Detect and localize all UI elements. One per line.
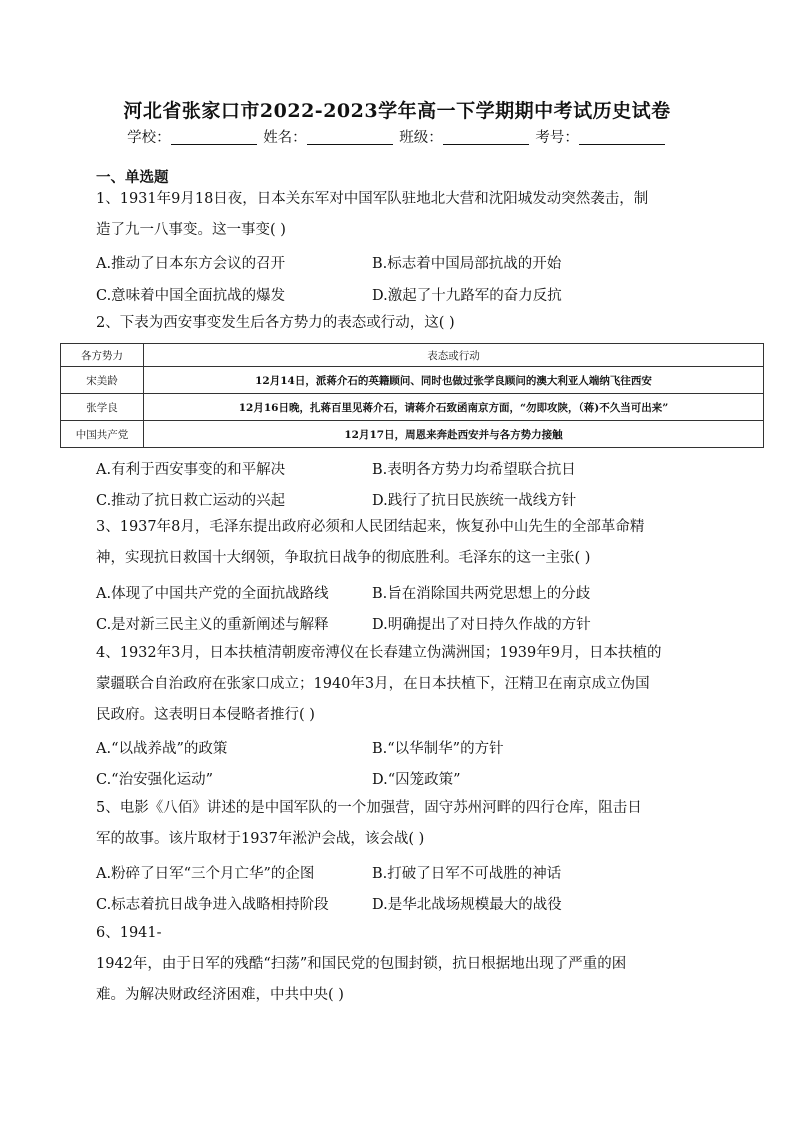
option-b[interactable]: B.打破了日军不可战胜的神话 (372, 866, 562, 882)
school-label: 学校： (127, 130, 171, 146)
exam-number-label: 考号： (535, 130, 579, 146)
school-blank[interactable] (171, 130, 257, 145)
exam-number-blank[interactable] (579, 130, 665, 145)
option-d[interactable]: D.激起了十九路军的奋力反抗 (372, 288, 562, 304)
option-b[interactable]: B.表明各方势力均希望联合抗日 (372, 462, 576, 478)
question-line: 1942年，由于日军的残酷“扫荡”和国民党的包围封锁，抗日根据地出现了严重的困 (96, 956, 627, 972)
table-row (61, 421, 764, 448)
question-3-stem (96, 512, 700, 574)
question-line: 1、1931年9月18日夜，日本关东军对中国军队驻地北大营和沈阳城发动突然袭击，制 (96, 191, 649, 207)
table-cell-action: 12月16日晚，扎蒋百里见蒋介石，请蒋介石致函南京方面，“勿即攻陕，（蒋)不久当可出来” (144, 394, 764, 421)
question-line: 4、1932年3月，日本扶植清朝废帝溥仪在长春建立伪满洲国；1939年9月，日本扶植的 (96, 645, 662, 661)
table-cell-party: 中国共产党 (61, 421, 144, 448)
section-heading: 一、单选题 (96, 169, 169, 186)
table-cell-action: 12月14日，派蒋介石的英籍顾问、同时也做过张学良顾问的澳大利亚人端纳飞往西安 (144, 367, 764, 394)
table-cell-action: 12月17日，周恩来奔赴西安并与各方势力接触 (144, 421, 764, 448)
question-1-stem (96, 184, 700, 246)
question-line: 军的故事。该片取材于1937年淞沪会战，该会战( ) (96, 831, 425, 847)
question-line: 民政府。这表明日本侵略者推行( ) (96, 707, 315, 723)
class-label: 班级： (399, 130, 443, 146)
table-header-row (61, 344, 764, 367)
option-a[interactable]: A.有利于西安事变的和平解决 (96, 462, 286, 478)
option-b[interactable]: B.“以华制华”的方针 (372, 741, 504, 757)
name-label: 姓名： (263, 130, 307, 146)
question-line: 蒙疆联合自治政府在张家口成立；1940年3月，在日本扶植下，汪精卫在南京成立伪国 (96, 676, 650, 692)
question-line: 5、电影《八佰》讲述的是中国军队的一个加强营，固守苏州河畔的四行仓库，阻击日 (96, 800, 642, 816)
question-2-stem (96, 308, 700, 339)
table-header-cell: 表态或行动 (144, 344, 764, 367)
option-c[interactable]: C.是对新三民主义的重新阐述与解释 (96, 617, 329, 633)
table-cell-party: 宋美龄 (61, 367, 144, 394)
question-line: 难。为解决财政经济困难，中共中央( ) (96, 987, 344, 1003)
table-row (61, 367, 764, 394)
question-line: 6、1941- (96, 925, 162, 941)
option-c[interactable]: C.推动了抗日救亡运动的兴起 (96, 493, 286, 509)
student-info-line (0, 126, 794, 147)
question-6-stem (96, 918, 700, 1011)
table-row (61, 394, 764, 421)
question-line: 2、下表为西安事变发生后各方势力的表态或行动，这( ) (96, 315, 455, 331)
table-cell-party: 张学良 (61, 394, 144, 421)
question-line: 神，实现抗日救国十大纲领，争取抗日战争的彻底胜利。毛泽东的这一主张( ) (96, 550, 591, 566)
table-header-cell: 各方势力 (61, 344, 144, 367)
name-blank[interactable] (307, 130, 393, 145)
option-a[interactable]: A.推动了日本东方会议的召开 (96, 256, 286, 272)
option-c[interactable]: C.意味着中国全面抗战的爆发 (96, 288, 286, 304)
question-2-table (60, 343, 764, 448)
option-d[interactable]: D.明确提出了对日持久作战的方针 (372, 617, 591, 633)
question-line: 3、1937年8月，毛泽东提出政府必须和人民团结起来，恢复孙中山先生的全部革命精 (96, 519, 645, 535)
option-a[interactable]: A.粉碎了日军“三个月亡华”的企图 (96, 866, 315, 882)
option-a[interactable]: A.体现了中国共产党的全面抗战路线 (96, 586, 329, 602)
option-d[interactable]: D.是华北战场规模最大的战役 (372, 897, 562, 913)
option-b[interactable]: B.旨在消除国共两党思想上的分歧 (372, 586, 591, 602)
option-c[interactable]: C.标志着抗日战争进入战略相持阶段 (96, 897, 329, 913)
question-5-stem (96, 793, 700, 855)
question-4-stem (96, 638, 700, 731)
option-a[interactable]: A.“以战养战”的政策 (96, 741, 228, 757)
exam-title: 河北省张家口市2022-2023学年高一下学期期中考试历史试卷 (123, 100, 671, 122)
class-blank[interactable] (443, 130, 529, 145)
option-b[interactable]: B.标志着中国局部抗战的开始 (372, 256, 562, 272)
option-d[interactable]: D.“囚笼政策” (372, 772, 461, 788)
option-d[interactable]: D.践行了抗日民族统一战线方针 (372, 493, 577, 509)
option-c[interactable]: C.“治安强化运动” (96, 772, 214, 788)
question-line: 造了九一八事变。这一事变( ) (96, 222, 286, 238)
